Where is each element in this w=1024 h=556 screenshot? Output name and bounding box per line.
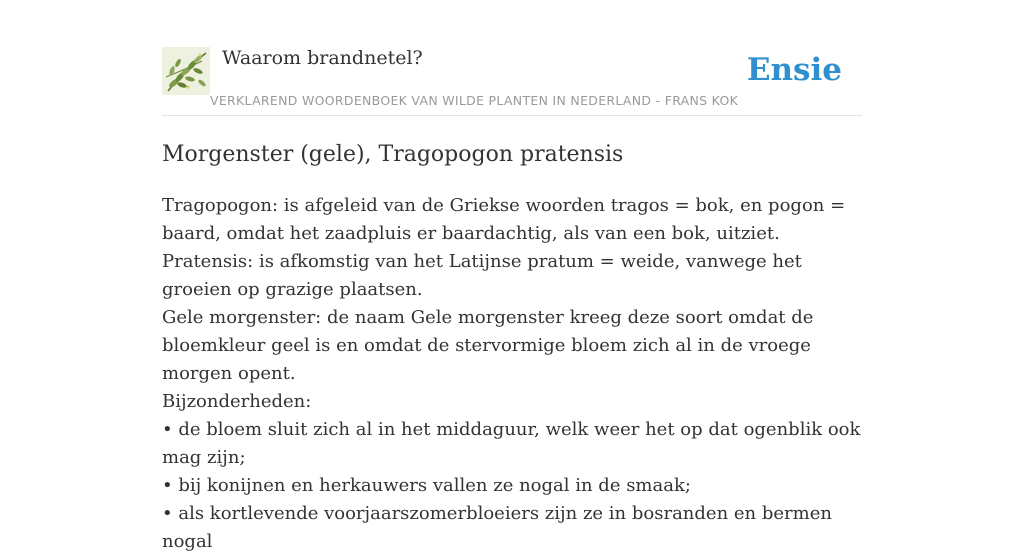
avatar [162,47,210,95]
source-subtitle[interactable]: VERKLAREND WOORDENBOEK VAN WILDE PLANTEN IN NEDERLAND - FRANS KOK [210,93,739,108]
paragraph-etymology-species: Pratensis: is afkomstig van het Latijnse pratum = weide, vanwege het groeien op grazige plaatsen. [162,251,802,300]
paragraph-common-name: Gele morgenster: de naam Gele morgenster kreeg deze soort omdat de bloemkleur geel is en omdat de stervormige bloem zich al in de vroege morgen opent. [162,307,814,384]
list-item: • bij konijnen en herkauwers vallen ze nogal in de smaak; [162,475,691,496]
list-item: • als kortlevende voorjaarszomerbloeiers zijn ze in bosranden en bermen nogal [162,503,832,552]
site-title[interactable]: Waarom brandnetel? [222,47,423,69]
list-item: • de bloem sluit zich al in het middaguur, welk weer het op dat ogenblik ook mag zijn; [162,419,861,468]
brand-logo[interactable]: Ensie [746,52,842,88]
paragraph-details-heading: Bijzonderheden: [162,391,312,412]
header-divider [162,115,862,116]
entry-body [162,192,862,556]
entry-title: Morgenster (gele), Tragopogon pratensis [162,142,624,167]
paragraph-etymology-genus: Tragopogon: is afgeleid van de Griekse woorden tragos = bok, en pogon = baard, omdat het zaadpluis er baardachtig, als van een bok, uitziet. [162,195,846,244]
leaf-plant-icon [162,47,210,95]
